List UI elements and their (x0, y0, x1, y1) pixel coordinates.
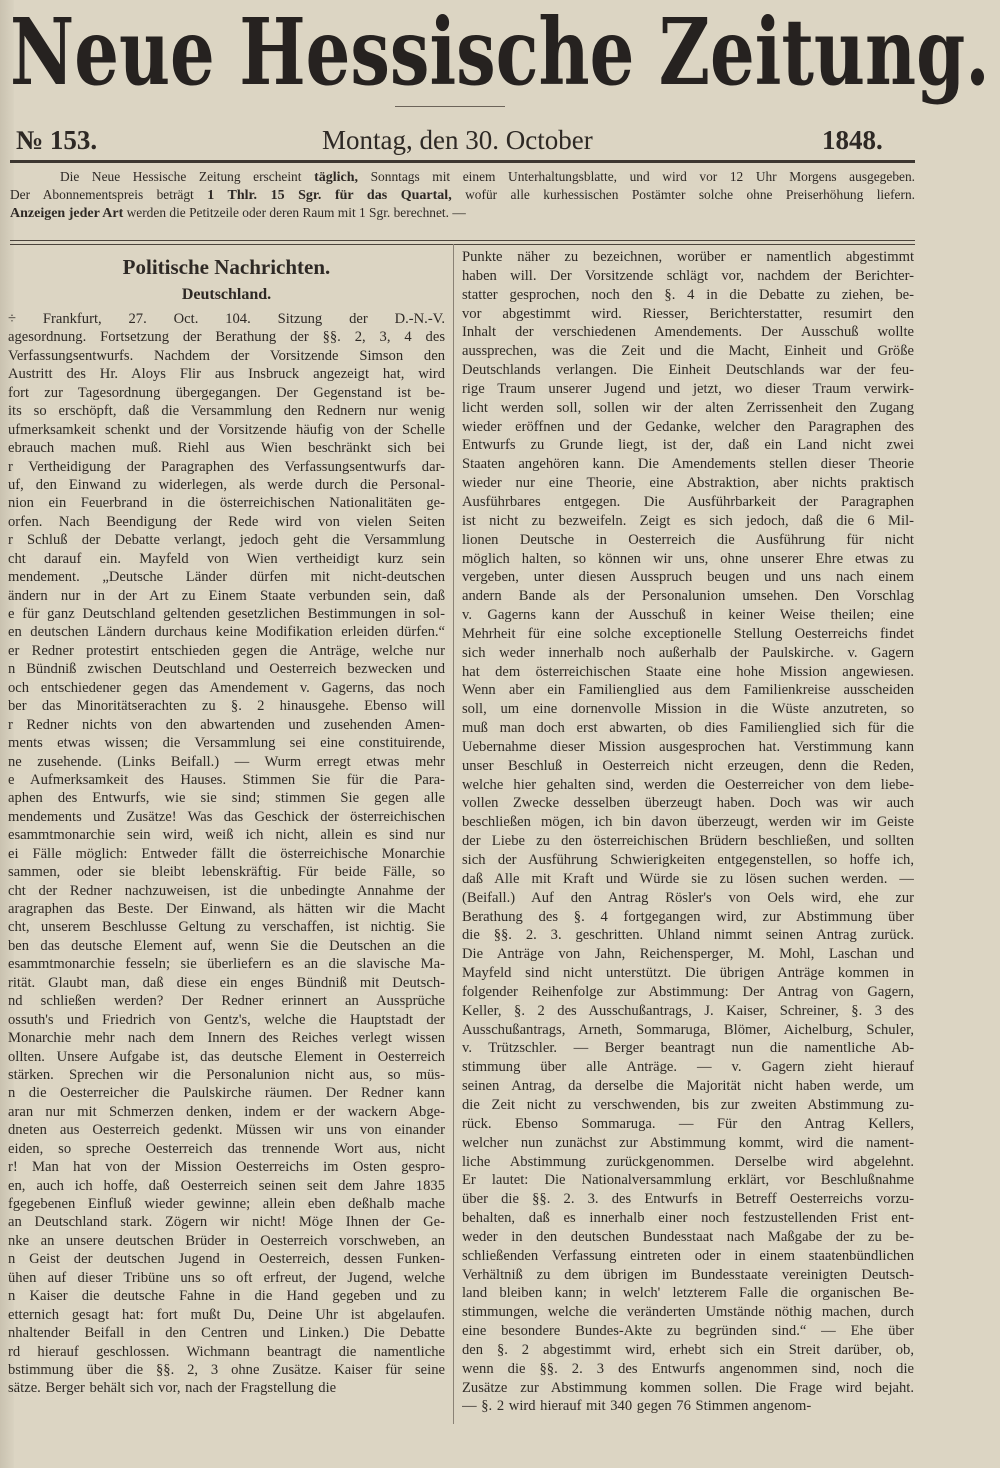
article-line: Ausführbares entgegen. Die Ausführbarkeit der Paragraphen (462, 493, 914, 510)
article-line: land bleiben kann; in welch' letzterem Falle die organischen Be- (462, 1285, 914, 1302)
article-line: mendement. „Deutsche Länder dürfen mit nicht-deutschen (8, 569, 445, 586)
article-line: r Schluß der Debatte verlangt, jedoch geht die Versammlung (8, 532, 445, 549)
article-line: agesordnung. Fortsetzung der Berathung der §§. 2, 3, 4 des (8, 329, 445, 346)
article-line: an Deutschland stark. Zögern wir nicht! Möge Ihnen der Ge- (8, 1214, 445, 1231)
article-line: Mayfeld sind nicht unterstützt. Die übrigen Anträge kommen in (462, 965, 914, 982)
article-line: n Geist der deutschen Jugend in Oesterreich, dessen Funken- (8, 1251, 445, 1268)
article-line: vergeben, unter diesen Ausspruch beugen und uns nach einem (462, 569, 914, 586)
article-line: rität. Glaubt man, daß diese ein enges Bündniß mit Deutsch- (8, 974, 445, 991)
article-line: rige Traum unserer Jugend und jetzt, wo dieser Traum verwirk- (462, 380, 914, 397)
header-rule (10, 160, 915, 163)
article-line: ossuth's und Friedrich von Gentz's, welche die Hauptstadt der (8, 1011, 445, 1028)
article-line: stimmung über alle Anträge. — v. Gagern zieht hierauf (462, 1059, 914, 1076)
notice-text: Sonntags mit einem Unterhaltungsblatte, und wird vor 12 Uhr Morgens ausgegeben. (358, 169, 915, 184)
article-line: nd schließen werden? Der Redner erinnert an Aussprüche (8, 993, 445, 1010)
article-line: die Zeit nicht zu verschwenden, bis zur zweiten Abstimmung zu- (462, 1096, 914, 1113)
article-line: Staaten angehören kann. Die Amendements stellen dieser Theorie (462, 456, 914, 473)
column-divider (453, 244, 454, 1424)
article-line: eine besondere Bundes-Akte zu begründen sind.“ — Ehe über (462, 1323, 914, 1340)
article-line: etternich gesagt hat: fort mußt Du, Deine Uhr ist abgelaufen. (8, 1306, 445, 1323)
article-line: nion ein Feuerbrand in die österreichischen Nationalitäten ge- (8, 495, 445, 512)
article-line: weder in den deutschen Bundesstaat nach Maßgabe der zu be- (462, 1228, 914, 1245)
article-line: er Redner protestirt entschieden gegen die Anträge, welche nur (8, 642, 445, 659)
article-line: schließenden Verfassung eintreten oder in einem staatenbündlichen (462, 1247, 914, 1264)
article-line: (Beifall.) Auf den Antrag Rösler's von Oels wird, ehe zur (462, 889, 914, 906)
article-line: lionen Deutsche in Oesterreich die Ausführung für nicht (462, 531, 914, 548)
article-line: v. Gagerns kann der Ausschuß in keiner Weise theilen; eine (462, 607, 914, 624)
notice-text: Der Abonnementspreis beträgt (10, 187, 208, 202)
article-line: wieder nur eine Theorie, eine Abstraktion, aber nichts praktisch (462, 475, 914, 492)
article-line: mendements und Zusätze! Was das Geschick der österreichischen (8, 808, 445, 825)
section-heading: Politische Nachrichten. (122, 255, 331, 279)
article-line: Mehrheit für eine solche exceptionelle Stellung Oesterreichs findet (462, 625, 914, 642)
article-line: Inhalt der verschiedenen Amendements. Der Ausschuß wollte (462, 324, 914, 341)
column-top-double-rule (10, 240, 915, 245)
notice-text: werden die Petitzeile oder deren Raum mit 1 Sgr. berechnet. — (123, 205, 466, 220)
article-line: vollen Zwecke desselben überzeugt haben. Doch was wir auch (462, 795, 914, 812)
notice-emphasis: 1 Thlr. 15 Sgr. für das Quartal, (207, 188, 452, 203)
article-line: statter gesprochen, noch den §. 4 in die Debatte zu ziehen, be- (462, 286, 914, 303)
article-line: Deutschlands verlangen. Die Einheit Deutschlands war der feu- (462, 362, 914, 379)
article-line: sammen, oder sie bleibt lebenskräftig. Für beide Fälle, so (8, 864, 445, 881)
article-line: Entwurfs zu Grunde liegt, ist der, daß ein Land nicht zwei (462, 437, 914, 454)
article-line: e für ganz Deutschland geltenden gesetzlichen Bestimmungen in sol- (8, 606, 445, 622)
article-line: soll, um eine dornenvolle Mission in die Wüste anzutreten, so (462, 701, 914, 718)
article-line: esammtmonarchie fesseln; sie überliefern es an die slavische Ma- (8, 956, 445, 973)
article-line: Ausschußantrags, Arneth, Sommaruga, Blömer, Aichelburg, Schuler, (462, 1021, 914, 1038)
article-line: ei Fälle möglich: Entweder fällt die österreichische Monarchie (8, 845, 445, 862)
article-line: seinen Antrag, da derselbe die Majorität nicht haben werde, um (462, 1078, 914, 1095)
article-line: n Bündniß zwischen Deutschland und Oesterreich bezwecken und (8, 661, 445, 678)
article-line: ühen auf dieser Tribüne uns so oft erfreut, der Jugend, welche (8, 1269, 445, 1286)
article-line: its so erschöpft, daß die Versammlung den Rednern nur wenig (8, 403, 445, 420)
notice-emphasis: Anzeigen jeder Art (10, 206, 124, 221)
article-line: n Kaiser die deutsche Fahne in die Hand gegeben und zu (8, 1288, 445, 1305)
article-line: sich der Ausführung Schwierigkeiten entgegenstellen, so hoffe ich, (462, 852, 914, 868)
article-line: ebrauch machen muß. Riehl aus Wien beschränkt sich bei (8, 440, 445, 457)
article-line: Die Anträge von Jahn, Reichensperger, M. Mohl, Laschan und (462, 946, 914, 963)
article-line: Verfassungsentwurfs. Nachdem der Vorsitzende Simson den (8, 347, 445, 364)
article-line: nke an unsere deutschen Brüder in Oesterreich vorschweben, an (8, 1232, 445, 1249)
article-line: en, auch ich hoffe, daß Oesterreich seinen seit dem Jahre 1835 (8, 1177, 445, 1194)
article-line: muß man doch erst abwarten, ob dies Familienglied sich für die (462, 720, 914, 737)
article-line: ist nicht zu bezweifeln. Zeigt es sich jedoch, daß die 6 Mil- (462, 512, 914, 529)
article-line: en deutschen Ländern durchaus keine Modifikation erleiden dürfen.“ (8, 624, 445, 641)
notice-line (10, 204, 915, 222)
article-line: unser Beschluß in Oesterreich nicht erzeugen, denn die Reden, (462, 757, 914, 774)
article-line: cht der Redner nachzuweisen, ist die unbedingte Annahme der (8, 882, 445, 899)
article-line: ÷ Frankfurt, 27. Oct. 104. Sitzung der D.-N.-V. (8, 311, 445, 327)
article-line: stimmungen, welche die veränderten Umstände nöthig machen, durch (462, 1304, 914, 1321)
article-line: liche Abstimmung zurückgenommen. Derselbe wird abgelehnt. (462, 1153, 914, 1170)
article-line: cht darauf ein. Mayfeld von Wien vertheidigt kurz sein (8, 550, 445, 567)
article-line: ber das Minoritätserachten zu §. 2 hinausgehe. Ebenso will (8, 698, 445, 715)
article-line: die §§. 2. 3. geschritten. Uhland nimmt seinen Antrag zurück. (462, 927, 914, 944)
article-line: Punkte näher zu bezeichnen, worüber er namentlich abgestimmt (462, 249, 914, 265)
article-line: Zusätze zur Abstimmung kommen sollen. Die Frage wird bejaht. (462, 1379, 914, 1396)
article-line: stärken. Sprechen wir die Personalunion nicht aus, so müs- (8, 1066, 445, 1083)
issue-number: № 153. (16, 125, 98, 155)
article-line: dneten aus Oesterreich gedenkt. Müssen wir uns von einander (8, 1122, 445, 1139)
article-line: — §. 2 wird hierauf mit 340 gegen 76 Stimmen angenom- (462, 1398, 812, 1415)
article-line: sätze. Berger behält sich vor, nach der Fragstellung die (8, 1380, 337, 1397)
article-line: möglich halten, so können wir uns, ohne unserer Ehre etwas zu (462, 550, 914, 567)
article-line: nhaltender Beifall in den Centren und Linken.) Die Debatte (8, 1325, 445, 1342)
article-line: rück. Ebenso Sommaruga. — Für den Antrag Kellers, (462, 1115, 914, 1132)
article-line: och entschiedener gegen das Amendement v. Gagerns, das noch (8, 679, 445, 696)
article-line: v. Trützschler. — Berger beantragt nun die namentliche Ab- (462, 1040, 914, 1057)
article-line: r Redner nichts von den abwartenden und zusehenden Amen- (8, 716, 445, 733)
article-line: behalten, daß es innerhalb einer noch festzustellenden Frist ent- (462, 1210, 914, 1227)
newspaper-masthead: Neue Hessische Zeitung. (10, 0, 990, 106)
article-line: fort zur Tagesordnung übergegangen. Der Gegenstand ist be- (8, 384, 445, 401)
article-line: uf, den Einwand zu widerlegen, als werde durch die Personal- (8, 476, 445, 493)
article-line: ne zusehende. (Links Beifall.) — Wurm erregt etwas mehr (8, 753, 445, 770)
article-line: rd hierauf geschlossen. Wichmann beantragt die namentliche (8, 1343, 445, 1360)
article-line: wenn die §§. 2. 3 des Entwurfs angenommen sind, noch die (462, 1360, 914, 1377)
subscription-notice (10, 168, 915, 222)
article-line: wieder eröffnen und der Gedanke, welcher den Paragraphen des (462, 418, 914, 435)
article-line: Berathung des §. 4 fortgegangen wird, zur Abstimmung über (462, 908, 914, 925)
article-line: aussprechen, was die Zeit und die Macht, Einheit und Größe (462, 343, 914, 360)
notice-text: Die Neue Hessische Zeitung erscheint (60, 169, 315, 184)
article-line: n die Oesterreicher die Paulskirche räumen. Der Redner kann (8, 1085, 445, 1102)
article-line: haben will. Der Vorsitzende schlägt vor, nachdem der Berichter- (462, 267, 914, 284)
article-line: ändern nur in der Art zu Einem Staate verbunden sein, daß (8, 587, 445, 604)
article-line: esammtmonarchie sein wird, weiß ich nicht, allein es sind nur (8, 827, 445, 844)
article-line: beschließen mögen, ich bin davon überzeugt, werden wir im Geiste (462, 814, 914, 831)
article-line: vor abgestimmt wird. Riesser, Berichterstatter, resumirt den (462, 305, 914, 322)
article-line: eiden, so spreche Oesterreich das trennende Wort aus, nicht (8, 1140, 445, 1157)
article-line: welcher nun zunächst zur Abstimmung kommt, wird die nament- (462, 1134, 914, 1151)
article-line: fgegebenen Einfluß wieder gewinne; allein eben deßhalb mache (8, 1196, 445, 1212)
article-line: aran nur mit Schmerzen denken, indem er der wackern Abge- (8, 1103, 445, 1120)
article-line: Verhältniß zu dem übrigen im Bundesstaate vereinigten Deutsch- (462, 1266, 914, 1283)
article-line: andern Bande als der Personalunion umsehen. Den Vorschlag (462, 588, 914, 605)
issue-year: 1848. (822, 125, 883, 155)
article-line: ufmerksamkeit schenkt und der Vorsitzende häufig von der Schelle (8, 421, 445, 438)
article-line: Keller, §. 2 des Ausschußantrags, J. Kaiser, Schreiner, §. 3 des (462, 1002, 914, 1019)
article-line: orfen. Nach Beendigung der Rede wird von vielen Seiten (8, 513, 445, 530)
notice-text: wofür alle kurhessischen Postämter solche ohne Preiserhöhung liefern. (451, 187, 915, 202)
article-line: ben das deutsche Element auf, wenn Sie die Deutschen an die (8, 937, 445, 954)
article-line: Er lautet: Die Nationalversammlung erklärt, vor Beschlußnahme (462, 1172, 914, 1189)
article-line: ments etwas wissen; die Versammlung sei eine constituirende, (8, 735, 445, 752)
masthead-area (0, 0, 1000, 106)
article-line: cht, unserem Beschlusse Geltung zu verschaffen, ist nichtig. Sie (8, 919, 445, 936)
article-line: aphen des Entwurfs, wie sie sind; stimmen Sie gegen alle (8, 790, 445, 807)
article-line: r Vertheidigung der Paragraphen des Verfassungsentwurfs dar- (8, 458, 445, 475)
article-line: hat dem österreichischen Staate eine hohe Mission angewiesen. (462, 663, 914, 680)
article-line: licht werden soll, sollen wir der alten Zerrissenheit den Zugang (462, 399, 914, 416)
notice-line (10, 186, 915, 204)
article-line: sich weder innerhalb noch außerhalb der Paulskirche. v. Gagern (462, 644, 914, 661)
article-line: bstimmung über die §§. 2, 3 ohne Zusätze. Kaiser für seine (8, 1361, 445, 1378)
article-line: über die §§. 2. 3. des Entwurfs in Betreff Oesterreichs vorzu- (462, 1191, 914, 1208)
notice-emphasis: täglich, (314, 170, 359, 185)
article-line: der Liebe zu den österreichischen Brüdern beschließen, und sollten (462, 833, 914, 850)
notice-line (10, 168, 915, 186)
article-line: den §. 2 abgestimmt wird, erhebt sich ein Streit darüber, ob, (462, 1341, 914, 1358)
section-subheading: Deutschland. (181, 286, 272, 303)
article-column-left (8, 310, 445, 1398)
article-line: Uebernahme dieser Mission ausgesprochen hat. Verstimmung kann (462, 738, 914, 755)
article-line: Monarchie mehr nach dem Innern des Reiches verlegt wissen (8, 1030, 445, 1047)
article-line: ollten. Unsere Aufgabe ist, das deutsche Element in Oesterreich (8, 1048, 445, 1065)
article-line: e Aufmerksamkeit des Hauses. Stimmen Sie für die Para- (8, 771, 445, 788)
masthead-separator (395, 106, 505, 107)
article-line: folgender Reihenfolge zur Abstimmung: Der Antrag von Gagern, (462, 983, 914, 1000)
article-column-right (462, 248, 914, 1416)
article-line: daß Alle mit Kraft und Würde sie zu lösen suchen werden. — (462, 870, 914, 887)
issue-date: Montag, den 30. October (322, 125, 593, 155)
article-line: aragraphen das Beste. Der Einwand, als hätten wir die Macht (8, 901, 445, 917)
article-line: Wenn aber ein Familienglied aus dem Familienkreise ausscheiden (462, 682, 914, 699)
article-line: r! Man hat von der Mission Oesterreichs im Osten gespro- (8, 1159, 445, 1176)
article-line: Austritt des Hr. Aloys Flir aus Insbruck angezeigt hat, wird (8, 366, 445, 383)
article-line: welche hier gehalten sind, werden die Oesterreicher von dem liebe- (462, 776, 914, 793)
